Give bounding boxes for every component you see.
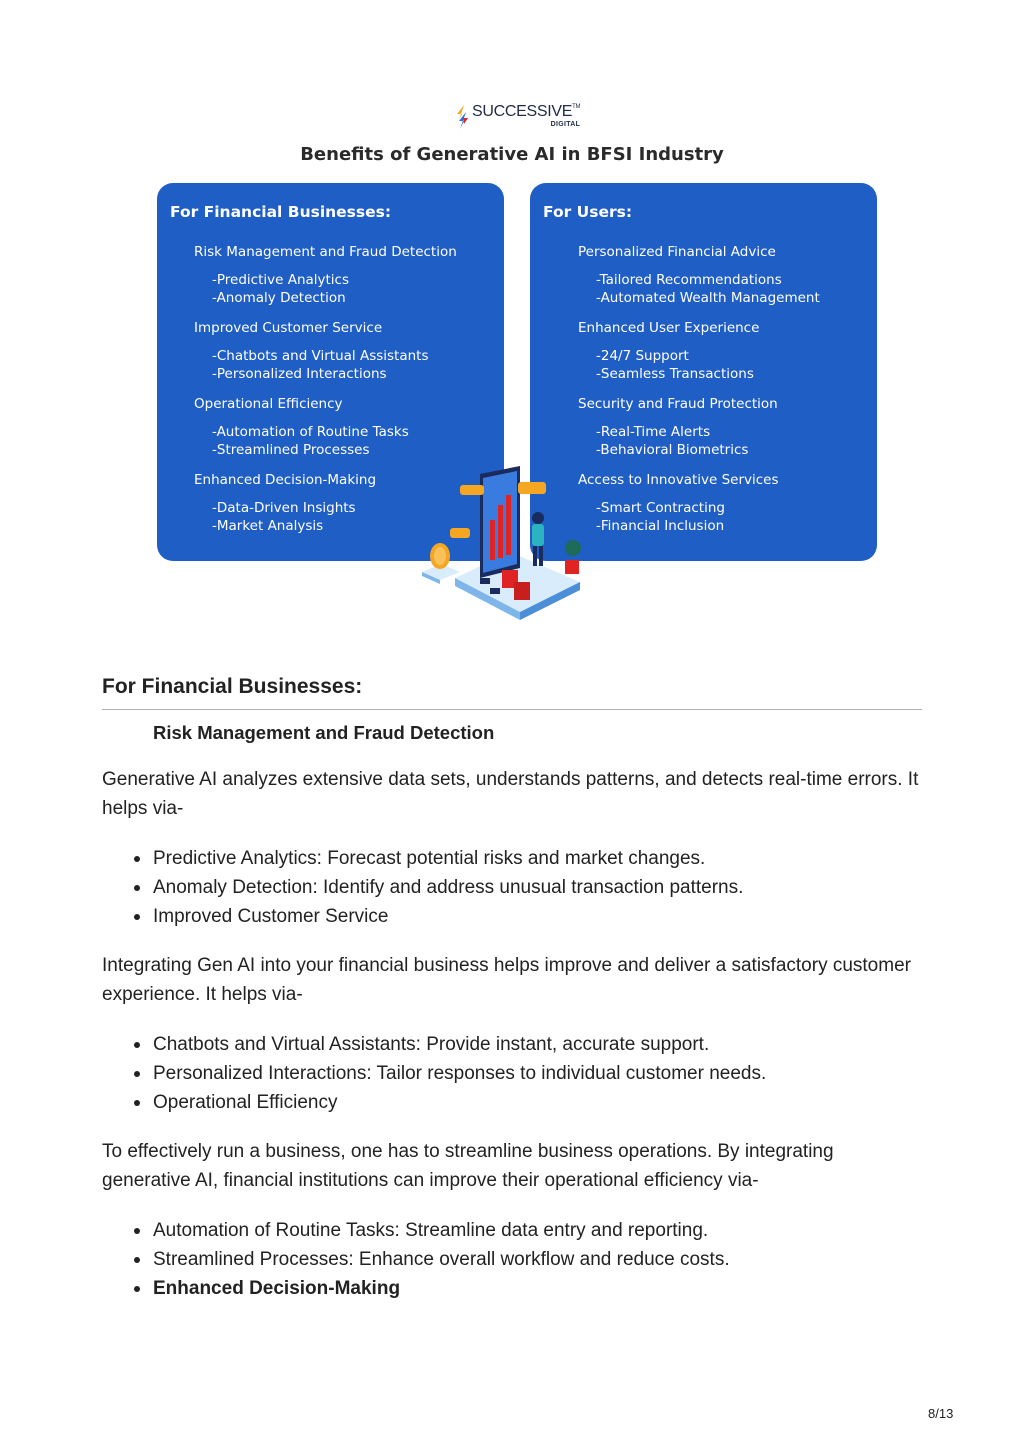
panel-title: For Users: <box>543 203 633 221</box>
benefit-item: -Personalized Interactions <box>212 366 387 382</box>
benefit-item: -Tailored Recommendations <box>596 272 782 288</box>
benefit-item: -24/7 Support <box>596 348 689 364</box>
benefit-group-heading: Operational Efficiency <box>194 396 343 412</box>
infographic <box>0 0 1024 650</box>
bullet-list-1 <box>102 844 922 931</box>
logo-sub: DIGITAL <box>550 121 581 128</box>
panel-title: For Financial Businesses: <box>170 203 392 221</box>
benefit-item: -Anomaly Detection <box>212 290 346 306</box>
section-heading: For Financial Businesses: <box>102 675 363 698</box>
benefit-group <box>578 472 878 536</box>
list-item: Anomaly Detection: Identify and address unusual transaction patterns. <box>102 873 922 902</box>
benefit-group-heading: Improved Customer Service <box>194 320 383 336</box>
benefit-group-heading: Personalized Financial Advice <box>578 244 776 260</box>
benefit-item: -Smart Contracting <box>596 500 725 516</box>
benefit-group <box>578 396 878 460</box>
list-item: Chatbots and Virtual Assistants: Provide instant, accurate support. <box>102 1030 922 1059</box>
benefit-item: -Real-Time Alerts <box>596 424 711 440</box>
benefit-group <box>194 396 494 460</box>
benefit-item: -Predictive Analytics <box>212 272 350 288</box>
bullet-list-2 <box>102 1030 922 1117</box>
page-number: 8/13 <box>928 1406 954 1421</box>
list-item: Personalized Interactions: Tailor responses to individual customer needs. <box>102 1059 922 1088</box>
benefit-group-heading: Security and Fraud Protection <box>578 396 778 412</box>
benefit-item: -Automated Wealth Management <box>596 290 820 306</box>
benefit-group-heading: Enhanced User Experience <box>578 320 760 336</box>
benefit-group <box>194 320 494 384</box>
list-item: Predictive Analytics: Forecast potential risks and market changes. <box>102 844 922 873</box>
logo-mark-icon <box>455 104 469 130</box>
benefit-item: -Financial Inclusion <box>596 518 725 534</box>
paragraph-2: Integrating Gen AI into your financial business helps improve and deliver a satisfactory customer experience. It helps via- <box>102 955 911 1005</box>
logo-name: SUCCESSIVE <box>472 103 573 120</box>
benefit-group <box>578 320 878 384</box>
benefit-group-heading: Access to Innovative Services <box>578 472 779 488</box>
list-item: Operational Efficiency <box>102 1088 922 1117</box>
infographic-title: Benefits of Generative AI in BFSI Industry <box>300 144 724 165</box>
paragraph-1: Generative AI analyzes extensive data sets, understands patterns, and detects real-time errors. It helps via- <box>102 769 919 819</box>
benefit-group <box>194 244 494 308</box>
list-item: Enhanced Decision-Making <box>102 1274 922 1303</box>
benefit-group <box>578 244 878 308</box>
paragraph-3: To effectively run a business, one has to streamline business operations. By integrating generative AI, financial institutions can improve their operational efficiency via- <box>102 1141 834 1191</box>
successive-digital-logo <box>455 104 580 130</box>
bullet-list-3 <box>102 1216 922 1303</box>
list-item: Improved Customer Service <box>102 902 922 931</box>
heading-divider <box>102 709 922 710</box>
benefit-item: -Automation of Routine Tasks <box>212 424 409 440</box>
benefit-item: -Chatbots and Virtual Assistants <box>212 348 429 364</box>
benefit-item: -Streamlined Processes <box>212 442 370 458</box>
benefit-group-heading: Risk Management and Fraud Detection <box>194 244 457 260</box>
benefit-item: -Seamless Transactions <box>596 366 754 382</box>
list-item: Streamlined Processes: Enhance overall workflow and reduce costs. <box>102 1245 922 1274</box>
benefit-item: -Behavioral Biometrics <box>596 442 749 458</box>
benefit-group-heading: Enhanced Decision-Making <box>194 472 377 488</box>
sub-heading: Risk Management and Fraud Detection <box>153 722 495 743</box>
isometric-finance-illustration <box>410 460 610 640</box>
list-item: Automation of Routine Tasks: Streamline data entry and reporting. <box>102 1216 922 1245</box>
benefit-item: -Data-Driven Insights <box>212 500 356 516</box>
logo-tm: TM <box>572 104 581 110</box>
benefit-item: -Market Analysis <box>212 518 324 534</box>
